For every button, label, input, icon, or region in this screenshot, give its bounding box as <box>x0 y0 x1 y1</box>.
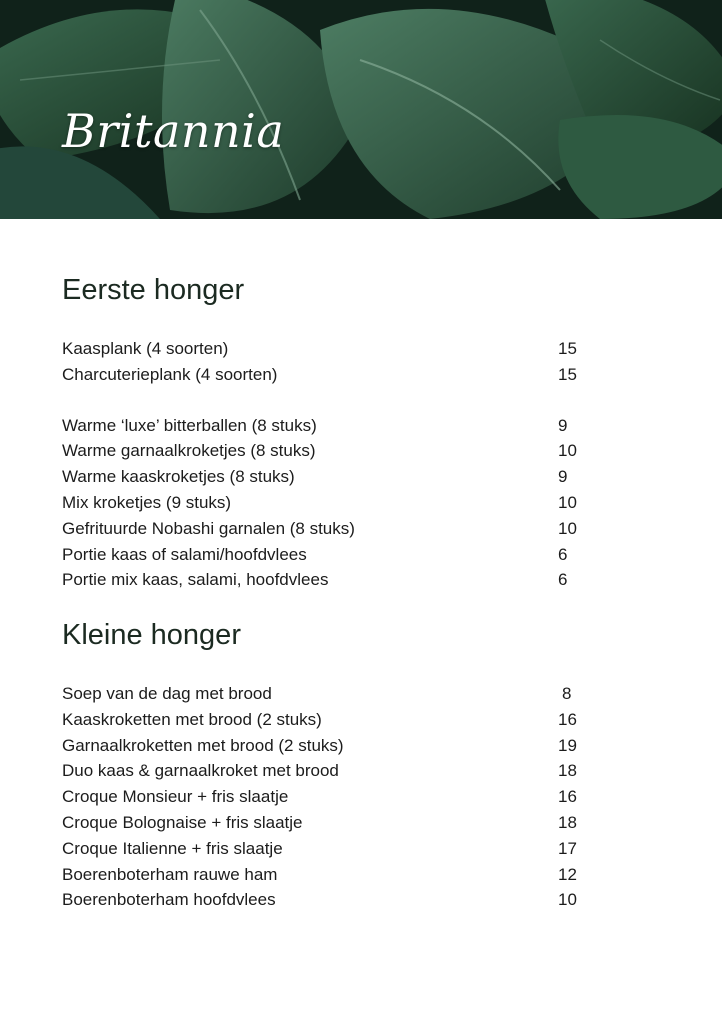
menu-item-price: 9 <box>558 467 568 487</box>
menu-item-name: Portie mix kaas, salami, hoofdvlees <box>62 570 329 590</box>
menu-item <box>62 758 602 784</box>
menu-item-name: Warme ‘luxe’ bitterballen (8 stuks) <box>62 415 317 435</box>
section-title-kleine-honger: Kleine honger <box>62 619 241 651</box>
menu-item <box>62 836 602 862</box>
section-title-eerste-honger: Eerste honger <box>62 274 245 306</box>
menu-item <box>62 707 602 733</box>
menu-item <box>62 733 602 759</box>
menu-item-price: 17 <box>558 838 577 858</box>
menu-item <box>62 490 602 516</box>
menu-item <box>62 438 602 464</box>
menu-item <box>62 362 602 388</box>
menu-item-price: 12 <box>558 864 577 884</box>
menu-item-name: Gefrituurde Nobashi garnalen (8 stuks) <box>62 518 355 538</box>
menu-list-kleine-honger <box>62 681 602 913</box>
menu-item-price: 18 <box>558 761 577 781</box>
menu-item-name: Charcuterieplank (4 soorten) <box>62 364 278 384</box>
menu-item-price: 9 <box>558 415 568 435</box>
menu-item-name: Kaasplank (4 soorten) <box>62 339 229 358</box>
menu-item-price: 8 <box>562 684 572 703</box>
menu-item <box>62 784 602 810</box>
menu-item <box>62 862 602 888</box>
menu-item-name: Croque Monsieur + fris slaatje <box>62 787 289 807</box>
menu-item <box>62 887 602 913</box>
menu-item-name: Warme garnaalkroketjes (8 stuks) <box>62 441 316 461</box>
menu-item <box>62 464 602 490</box>
menu-item-price: 18 <box>558 812 577 832</box>
menu-item-price: 15 <box>558 339 577 358</box>
menu-item-name: Warme kaaskroketjes (8 stuks) <box>62 467 295 487</box>
menu-item-price: 19 <box>558 735 577 755</box>
menu-item-name: Mix kroketjes (9 stuks) <box>62 492 232 512</box>
menu-item-price: 6 <box>558 544 568 564</box>
menu-item-name: Garnaalkroketten met brood (2 stuks) <box>62 735 344 755</box>
brand-logo-text: Britannia <box>62 104 285 158</box>
menu-item-price: 10 <box>558 441 577 461</box>
menu-item <box>62 516 602 542</box>
menu-item-price: 16 <box>558 709 577 729</box>
menu-item <box>62 681 602 707</box>
menu-item-price: 15 <box>558 364 577 384</box>
menu-item-price: 6 <box>558 570 568 590</box>
menu-item <box>62 567 602 593</box>
menu-item-name: Duo kaas & garnaalkroket met brood <box>62 761 339 781</box>
menu-item-name: Croque Bolognaise + fris slaatje <box>62 812 303 832</box>
menu-item-name: Boerenboterham rauwe ham <box>62 864 278 884</box>
menu-item-price: 10 <box>558 492 577 512</box>
menu-item-name: Portie kaas of salami/hoofdvlees <box>62 544 307 564</box>
menu-item <box>62 336 602 362</box>
menu-item-price: 10 <box>558 518 577 538</box>
menu-item-price: 16 <box>558 787 577 807</box>
header-banner <box>0 0 722 219</box>
menu-item-name: Soep van de dag met brood <box>62 684 272 703</box>
menu-item-name: Kaaskroketten met brood (2 stuks) <box>62 709 322 729</box>
menu-item-name: Boerenboterham hoofdvlees <box>62 890 276 910</box>
menu-item <box>62 810 602 836</box>
menu-item-name: Croque Italienne + fris slaatje <box>62 838 283 858</box>
menu-list-eerste-honger <box>62 336 602 593</box>
menu-item-price: 10 <box>558 890 577 910</box>
menu-item <box>62 413 602 439</box>
menu-item <box>62 542 602 568</box>
